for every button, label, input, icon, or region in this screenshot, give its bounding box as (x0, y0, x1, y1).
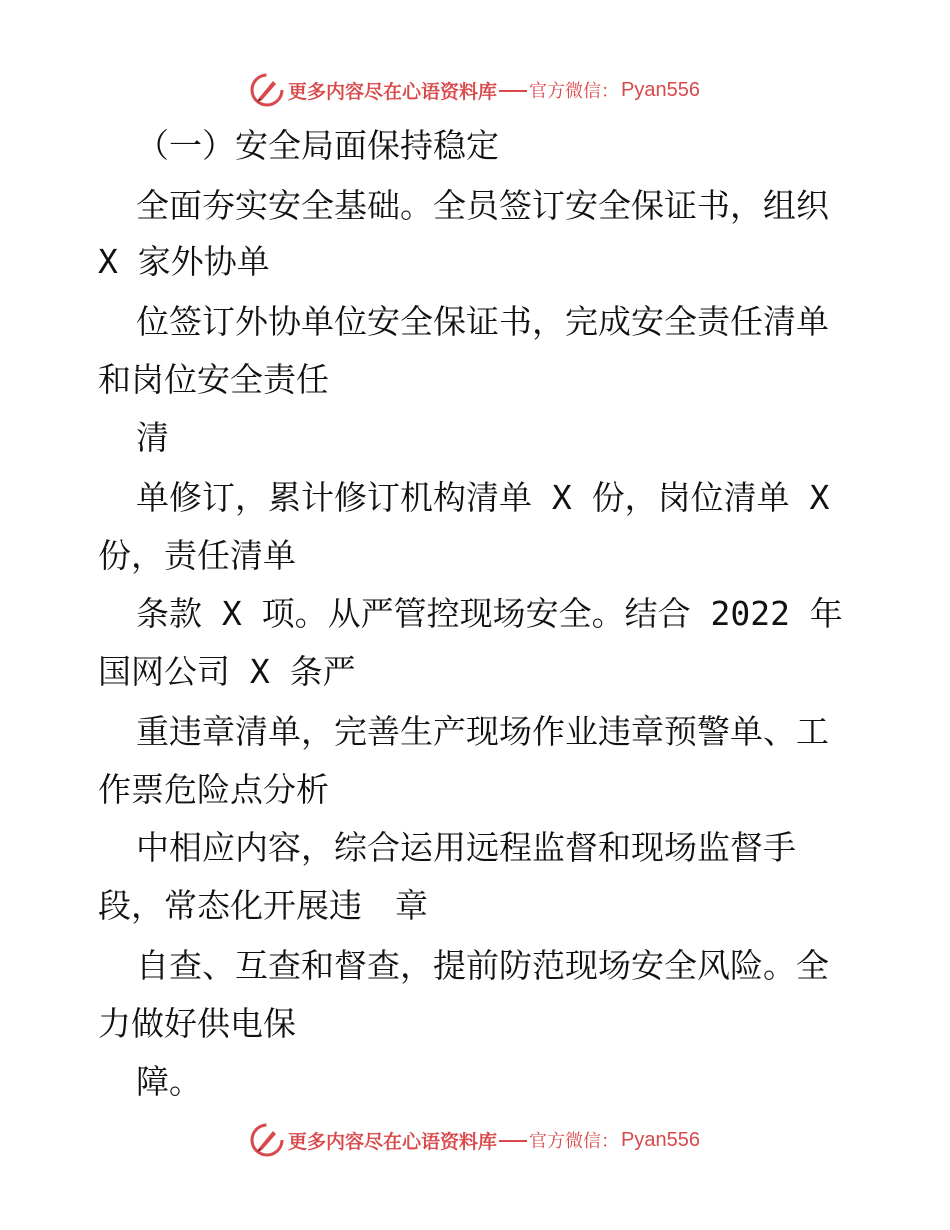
paragraph-line: 自查、互查和督查，提前防范现场安全风险。全 (136, 946, 829, 985)
paragraph-line: 和岗位安全责任 (98, 360, 329, 399)
paragraph-line: 作票危险点分析 (98, 770, 329, 809)
paragraph-line: 障。 (136, 1062, 202, 1101)
paragraph-line: 位签订外协单位安全保证书，完成安全责任清单 (136, 302, 829, 341)
wechat-id: Pyan556 (621, 1128, 700, 1151)
wechat-id: Pyan556 (621, 78, 700, 101)
paragraph-line: 全面夯实安全基础。全员签订安全保证书，组织 (136, 186, 829, 225)
paragraph-line: 中相应内容，综合运用远程监督和现场监督手 (136, 828, 796, 867)
wechat-label: 官方微信： (529, 81, 620, 102)
promo-text: 更多内容尽在心语资料库 (288, 1130, 498, 1153)
promo-text: 更多内容尽在心语资料库 (288, 80, 498, 103)
paragraph-line: 份，责任清单 (98, 536, 296, 575)
paragraph-line: 条款 X 项。从严管控现场安全。结合 2022 年 (136, 594, 843, 633)
paragraph-line: 单修订，累计修订机构清单 X 份，岗位清单 X (136, 478, 830, 517)
paragraph-line: X 家外协单 (98, 242, 270, 281)
wechat-label: 官方微信： (529, 1131, 620, 1152)
footer-watermark-banner (0, 1120, 950, 1160)
paragraph-line: 重违章清单，完善生产现场作业违章预警单、工 (136, 712, 829, 751)
paragraph-line: 段，常态化开展违 章 (98, 886, 428, 925)
paragraph-line: 力做好供电保 (98, 1004, 296, 1043)
quill-pen-logo-icon (250, 1123, 284, 1157)
separator-dash (499, 1140, 527, 1142)
paragraph-line: 清 (136, 418, 169, 457)
paragraph-line: 国网公司 X 条严 (98, 652, 356, 691)
section-heading: （一）安全局面保持稳定 (136, 126, 499, 165)
